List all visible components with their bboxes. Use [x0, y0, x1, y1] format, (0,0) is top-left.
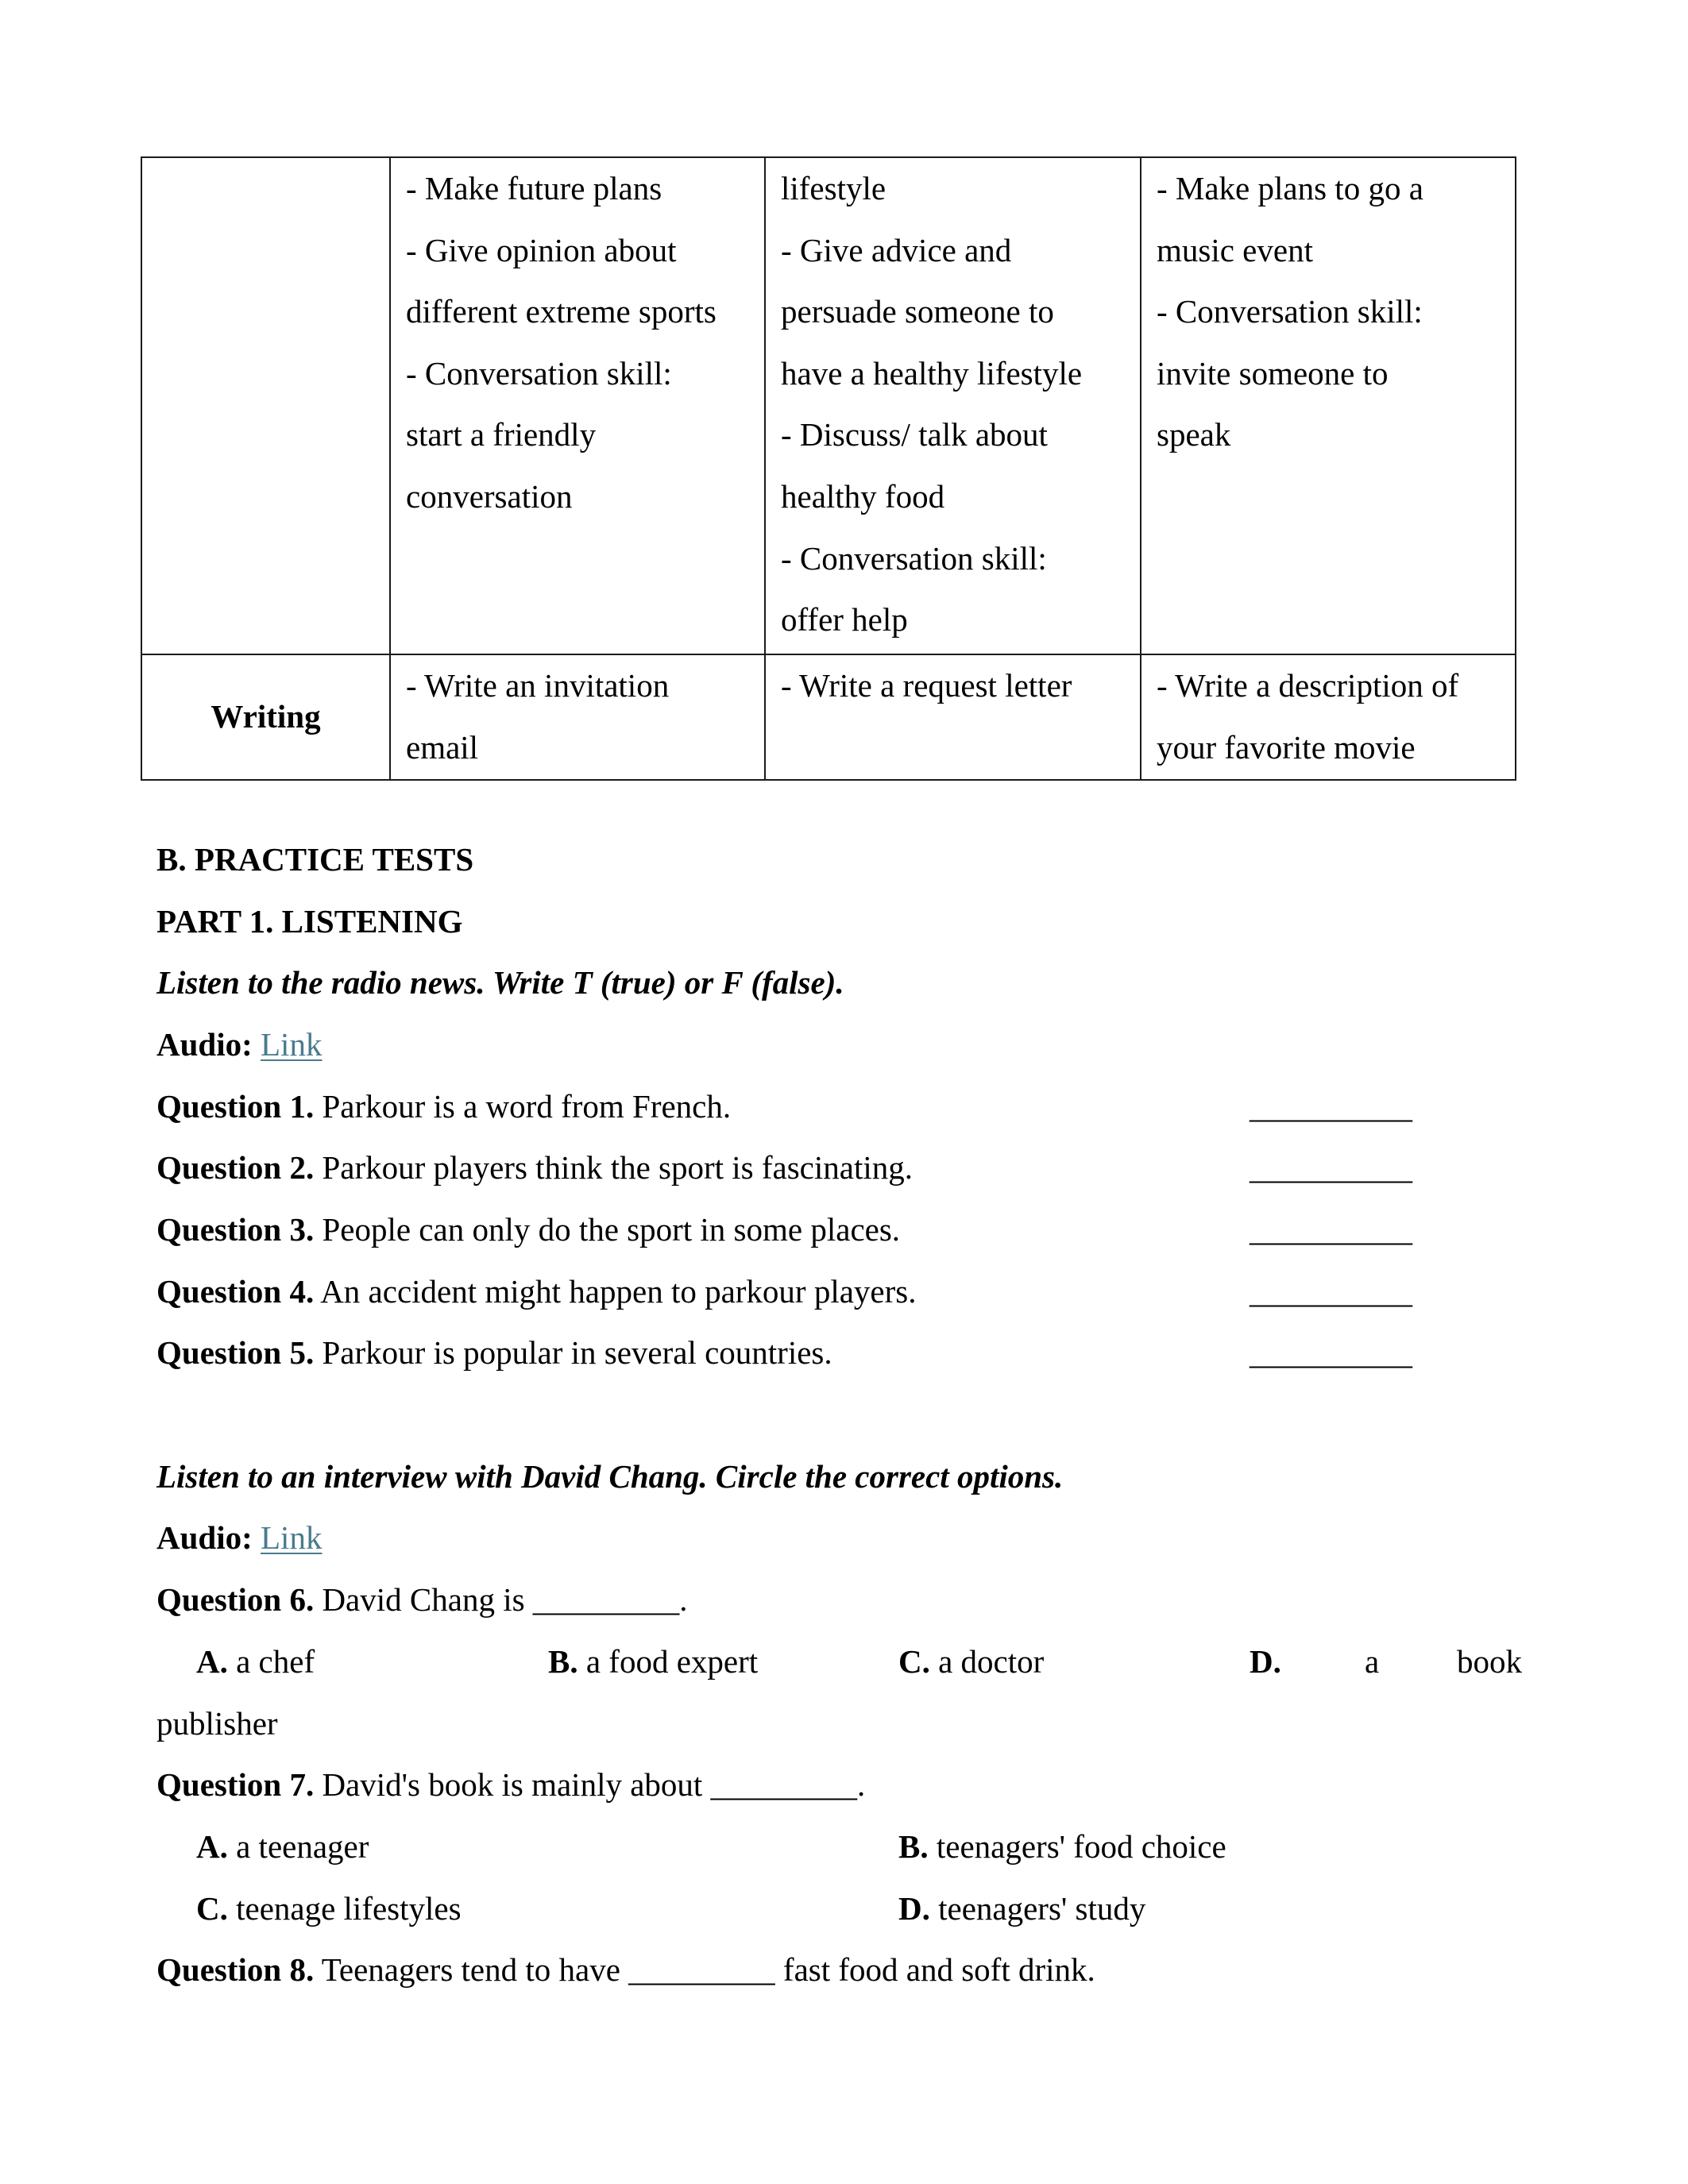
cell-line: - Write a description of [1157, 667, 1459, 704]
q6-option-a[interactable] [196, 1631, 315, 1693]
table-cell [390, 654, 765, 780]
cell-line: conversation [406, 477, 573, 515]
answer-blank-3[interactable]: __________ [1250, 1211, 1412, 1248]
cell-line: - Make plans to go a [1157, 170, 1423, 206]
q6-option-c[interactable] [898, 1631, 1044, 1693]
question-8 [156, 1939, 1095, 2001]
cell-line: - Give advice and [781, 231, 1012, 268]
row-label-empty [141, 157, 390, 654]
audio-link[interactable]: Link [261, 1026, 323, 1063]
table-cell [765, 654, 1141, 780]
question-label: Question 1. [156, 1088, 315, 1125]
question-text: David Chang is _________. [314, 1581, 688, 1618]
question-text: Parkour is a word from French. [314, 1088, 732, 1125]
option-letter: B. [898, 1828, 929, 1865]
cell-line: - Make future plans [406, 170, 662, 206]
question-label: Question 2. [156, 1149, 315, 1186]
cell-line: persuade someone to [781, 293, 1054, 330]
option-text: teenagers' study [929, 1890, 1146, 1927]
question-label: Question 8. [156, 1951, 315, 1988]
cell-line: email [406, 728, 479, 766]
table-cell [1141, 654, 1516, 780]
option-text: a chef [227, 1643, 315, 1680]
option-letter: C. [898, 1643, 930, 1680]
cell-line: - Conversation skill: [781, 539, 1047, 577]
table-row-speaking [141, 157, 1516, 654]
option-text: a doctor [929, 1643, 1045, 1680]
option-letter: C. [196, 1890, 228, 1927]
row-label-writing: Writing [141, 654, 390, 780]
option-text: teenagers' food choice [928, 1828, 1226, 1865]
question-label: Question 4. [156, 1273, 315, 1310]
option-letter: B. [548, 1643, 578, 1680]
exercise2-instruction: Listen to an interview with David Chang. Circle the correct options. [156, 1458, 1064, 1495]
cell-line: - Write an invitation [406, 667, 670, 704]
cell-line: your favorite movie [1157, 728, 1416, 766]
table-cell [390, 157, 765, 654]
option-letter: D. [1250, 1643, 1281, 1680]
exercise1-instruction: Listen to the radio news. Write T (true) or F (false). [156, 964, 844, 1001]
q7-option-a[interactable] [196, 1816, 369, 1878]
option-letter: A. [196, 1643, 228, 1680]
question-2 [156, 1137, 913, 1199]
cell-line: healthy food [781, 477, 945, 515]
cell-line: invite someone to [1157, 354, 1389, 392]
table-cell [1141, 157, 1516, 654]
option-text: a teenager [227, 1828, 369, 1865]
question-1 [156, 1076, 731, 1138]
cell-line: - Write a request letter [781, 667, 1072, 704]
cell-line: lifestyle [781, 170, 886, 206]
q6-option-b[interactable] [548, 1631, 758, 1693]
cell-line: - Conversation skill: [406, 354, 672, 392]
cell-line: - Discuss/ talk about [781, 416, 1048, 453]
cell-line: start a friendly [406, 416, 597, 453]
table-cell [765, 157, 1141, 654]
question-label: Question 7. [156, 1766, 315, 1803]
question-label: Question 6. [156, 1581, 315, 1618]
audio-label: Audio: [156, 1519, 253, 1556]
section-title: B. PRACTICE TESTS [156, 841, 474, 878]
cell-line: - Conversation skill: [1157, 293, 1423, 330]
option-text: a food expert [577, 1643, 759, 1680]
question-text: Teenagers tend to have _________ fast food and soft drink. [314, 1951, 1095, 1988]
question-7 [156, 1754, 865, 1816]
question-text: Parkour players think the sport is fascinating. [314, 1149, 913, 1186]
question-text: An accident might happen to parkour players. [314, 1273, 917, 1310]
answer-blank-2[interactable]: __________ [1250, 1149, 1412, 1186]
cell-line: offer help [781, 601, 908, 639]
cell-line: speak [1157, 416, 1231, 453]
part-title: PART 1. LISTENING [156, 903, 463, 940]
question-text: Parkour is popular in several countries. [314, 1334, 832, 1371]
q7-option-b[interactable] [898, 1816, 1226, 1878]
q6-option-d-word: a [1365, 1643, 1380, 1680]
answer-blank-5[interactable]: __________ [1250, 1334, 1412, 1371]
exercise2-audio [156, 1507, 322, 1569]
question-4 [156, 1261, 916, 1323]
q6-option-d-word: book [1457, 1643, 1522, 1680]
option-letter: D. [898, 1890, 930, 1927]
question-label: Question 5. [156, 1334, 315, 1371]
audio-link[interactable]: Link [261, 1519, 323, 1556]
cell-line: music event [1157, 231, 1313, 268]
option-letter: A. [196, 1828, 228, 1865]
exercise1-audio [156, 1014, 322, 1076]
q7-option-d[interactable] [898, 1878, 1145, 1940]
answer-blank-1[interactable]: __________ [1250, 1088, 1412, 1125]
cell-line: different extreme sports [406, 293, 717, 330]
q6-option-d-wrap: publisher [156, 1705, 278, 1742]
q7-option-c[interactable] [196, 1878, 462, 1940]
audio-label: Audio: [156, 1026, 253, 1063]
skills-table [141, 156, 1516, 781]
option-text: teenage lifestyles [227, 1890, 462, 1927]
question-6 [156, 1569, 688, 1631]
question-text: David's book is mainly about _________. [314, 1766, 866, 1803]
cell-line: - Give opinion about [406, 231, 677, 268]
cell-line: have a healthy lifestyle [781, 354, 1083, 392]
q6-option-d[interactable] [1250, 1631, 1281, 1693]
question-5 [156, 1322, 832, 1384]
question-text: People can only do the sport in some places. [314, 1211, 901, 1248]
question-3 [156, 1199, 900, 1261]
question-label: Question 3. [156, 1211, 315, 1248]
answer-blank-4[interactable]: __________ [1250, 1273, 1412, 1310]
table-row-writing [141, 654, 1516, 780]
